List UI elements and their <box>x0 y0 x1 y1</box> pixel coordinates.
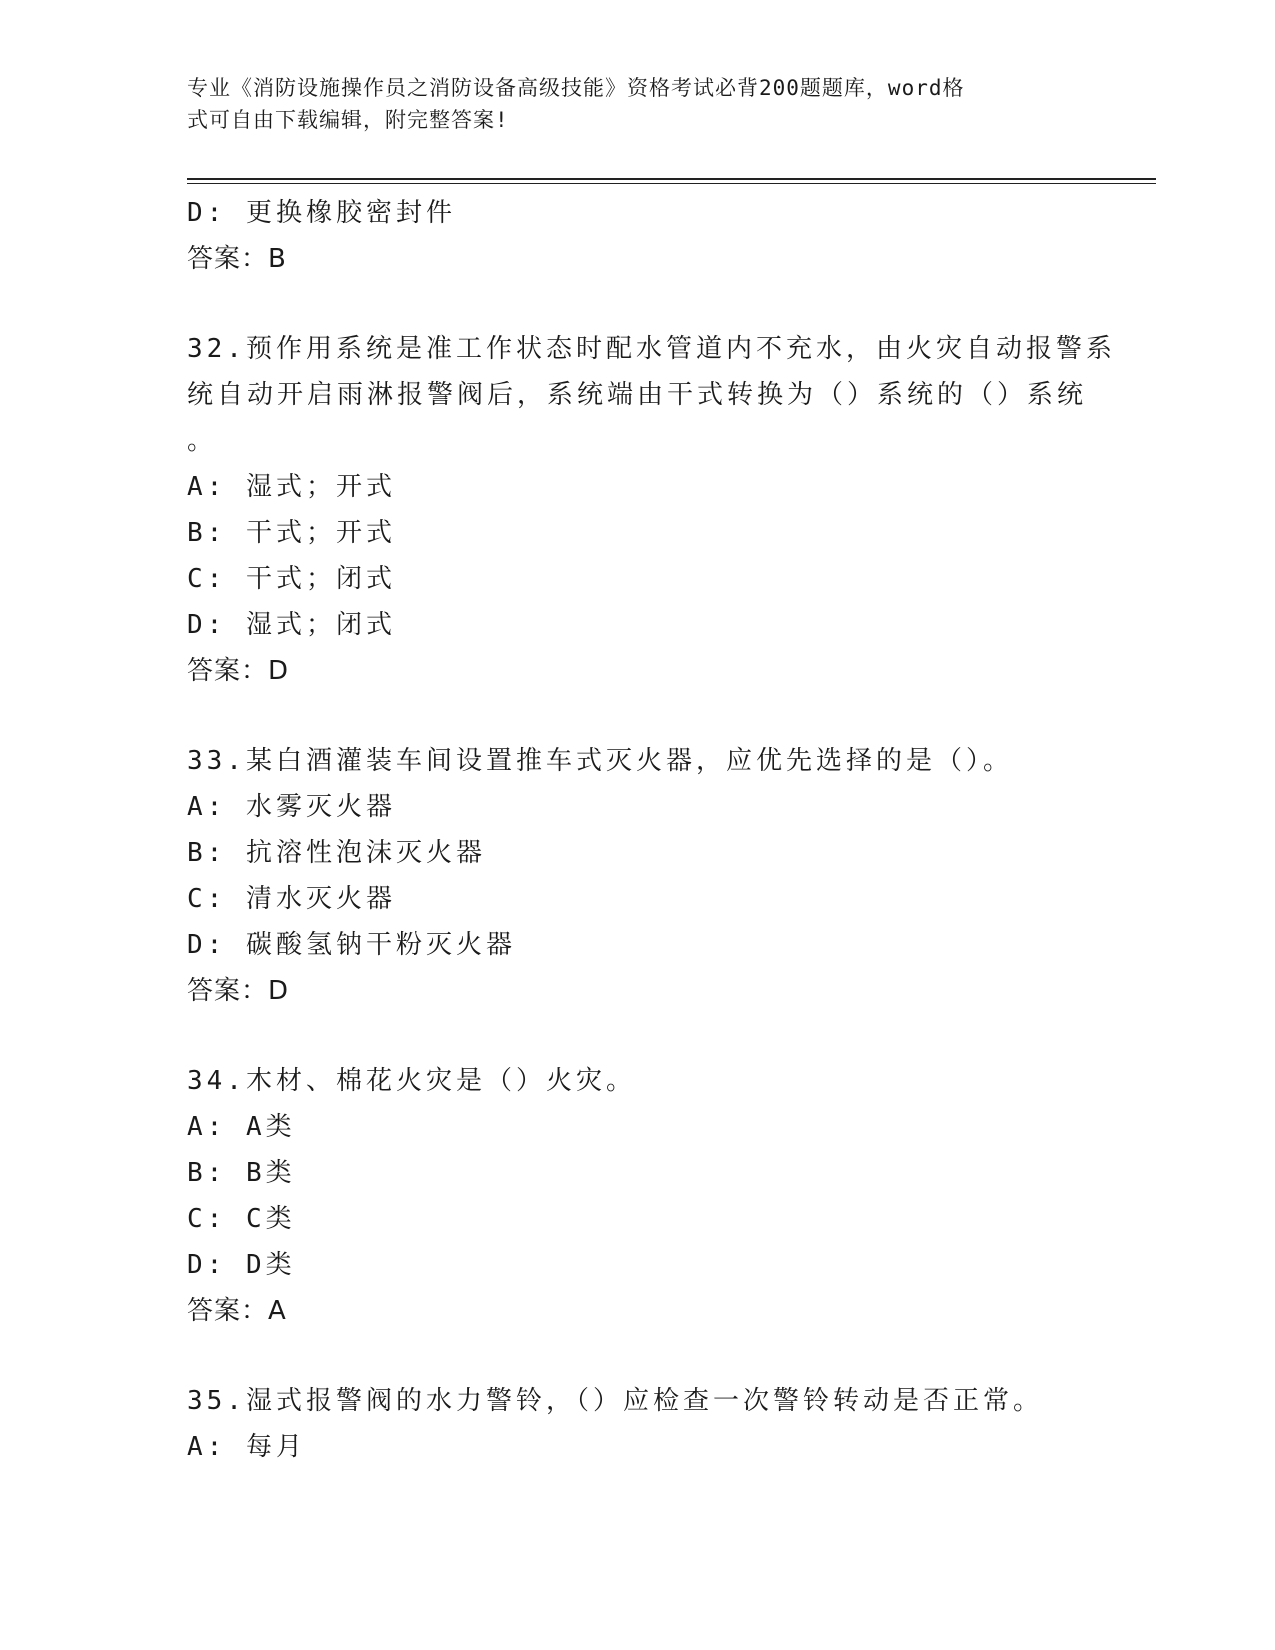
question-33 <box>187 738 1087 1014</box>
question-stem-line: 35.湿式报警阀的水力警铃，（）应检查一次警铃转动是否正常。 <box>187 1386 1043 1416</box>
question-stem-line: 统自动开启雨淋报警阀后，系统端由干式转换为（）系统的（）系统 <box>187 380 1088 410</box>
option-d: D: 碳酸氢钠干粉灭火器 <box>187 930 516 960</box>
header-line-2: 式可自由下载编辑，附完整答案! <box>187 108 509 132</box>
spacer <box>187 1014 1087 1058</box>
question-stem-line: 34.木材、棉花火灾是（）火灾。 <box>187 1066 636 1096</box>
option-a: A: 湿式；开式 <box>187 472 396 502</box>
option-b: B: 抗溶性泡沫灭火器 <box>187 838 486 868</box>
option-d: D: 湿式；闭式 <box>187 610 396 640</box>
option-d: D: 更换橡胶密封件 <box>187 198 456 228</box>
option-b: B: 干式；开式 <box>187 518 396 548</box>
question-34 <box>187 1058 1087 1334</box>
option-c: C: 干式；闭式 <box>187 564 396 594</box>
question-stem-line: 32.预作用系统是准工作状态时配水管道内不充水，由火灾自动报警系 <box>187 334 1116 364</box>
question-list <box>187 190 1116 1470</box>
question-35 <box>187 1378 1087 1470</box>
spacer <box>187 282 1087 326</box>
spacer <box>187 1334 1087 1378</box>
document-header <box>187 72 1067 136</box>
option-a: A: 每月 <box>187 1432 306 1462</box>
header-line-1: 专业《消防设施操作员之消防设备高级技能》资格考试必背200题题库，word格 <box>187 76 965 100</box>
option-a: A: 水雾灭火器 <box>187 792 396 822</box>
previous-question-tail <box>187 190 1087 282</box>
answer-line: 答案：D <box>187 656 290 686</box>
option-c: C: C类 <box>187 1204 296 1234</box>
option-a: A: A类 <box>187 1112 296 1142</box>
option-d: D: D类 <box>187 1250 296 1280</box>
question-stem-line: 33.某白酒灌装车间设置推车式灭火器，应优先选择的是（）。 <box>187 746 1013 776</box>
spacer <box>187 694 1087 738</box>
option-b: B: B类 <box>187 1158 296 1188</box>
header-divider-thick <box>187 178 1156 180</box>
option-c: C: 清水灭火器 <box>187 884 396 914</box>
question-32 <box>187 326 1116 694</box>
header-divider-thin <box>187 183 1156 184</box>
answer-line: 答案：B <box>187 244 287 274</box>
question-stem-line: 。 <box>187 426 218 456</box>
answer-line: 答案：A <box>187 1296 287 1326</box>
answer-line: 答案：D <box>187 976 290 1006</box>
